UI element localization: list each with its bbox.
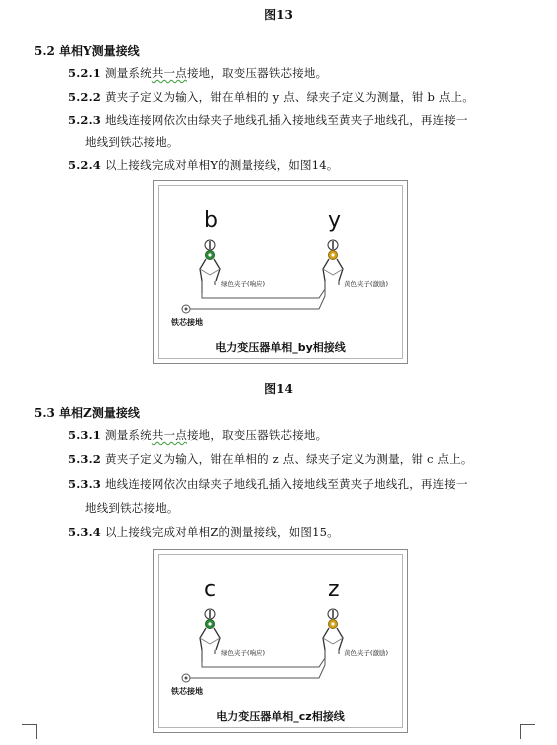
- yellow-clip-icon: [323, 609, 343, 658]
- green-clip-label: 绿色夹子(响应): [221, 280, 266, 288]
- figure-14-diagram: [154, 181, 406, 362]
- para-5-2-4: 5.2.4 以上接线完成对单相Y的测量接线，如图14。: [68, 158, 339, 172]
- figure-14-caption: 图14: [264, 382, 293, 396]
- section-5-3-heading: 5.3 单相Z测量接线: [34, 406, 140, 420]
- green-clip-icon: [200, 609, 220, 662]
- para-5-2-1: 5.2.1 测量系统共一点接地，取变压器铁芯接地。: [68, 66, 328, 80]
- left-terminal-letter: c: [204, 577, 217, 602]
- figure-15-title: 电力变压器单相_cz相接线: [216, 710, 345, 723]
- section-5-2-heading: 5.2 单相Y测量接线: [34, 44, 140, 58]
- ground-wire: [190, 289, 325, 309]
- core-ground-icon: [182, 305, 190, 313]
- para-5-3-1: 5.3.1 测量系统共一点接地，取变压器铁芯接地。: [68, 428, 328, 442]
- figure-14: [153, 180, 408, 364]
- page-corner-mark-left: [22, 724, 37, 739]
- yellow-clip-label: 黄色夹子(激励): [344, 280, 389, 288]
- core-ground-label: 铁芯接地: [171, 687, 203, 696]
- core-ground-label: 铁芯接地: [171, 318, 203, 327]
- para-5-2-3-cont: 地线到铁芯接地。: [85, 135, 179, 149]
- green-clip-label: 绿色夹子(响应): [221, 649, 266, 657]
- para-5-2-2: 5.2.2 黄夹子定义为输入，钳在单相的 y 点、绿夹子定义为测量，钳 b 点上。: [68, 90, 474, 104]
- para-5-3-3-cont: 地线到铁芯接地。: [85, 501, 179, 515]
- para-5-3-4: 5.3.4 以上接线完成对单相Z的测量接线，如图15。: [68, 525, 339, 539]
- para-5-2-3: 5.2.3 地线连接网依次由绿夹子地线孔插入接地线至黄夹子地线孔，再连接一: [68, 113, 468, 127]
- para-5-3-3: 5.3.3 地线连接网依次由绿夹子地线孔插入接地线至黄夹子地线孔，再连接一: [68, 477, 468, 491]
- page-corner-mark-right: [520, 724, 535, 739]
- para-5-3-2: 5.3.2 黄夹子定义为输入，钳在单相的 z 点、绿夹子定义为测量，钳 c 点上。: [68, 452, 473, 466]
- right-terminal-letter: y: [328, 208, 342, 233]
- green-clip-icon: [200, 240, 220, 293]
- yellow-clip-label: 黄色夹子(激励): [344, 649, 389, 657]
- core-ground-icon: [182, 674, 190, 682]
- right-terminal-letter: z: [328, 577, 340, 602]
- figure-15-diagram: [154, 550, 406, 731]
- figure-13-caption: 图13: [264, 8, 293, 22]
- figure-14-title: 电力变压器单相_by相接线: [215, 341, 346, 354]
- figure-15: [153, 549, 408, 733]
- yellow-clip-icon: [323, 240, 343, 289]
- ground-wire: [190, 658, 325, 678]
- left-terminal-letter: b: [204, 208, 218, 233]
